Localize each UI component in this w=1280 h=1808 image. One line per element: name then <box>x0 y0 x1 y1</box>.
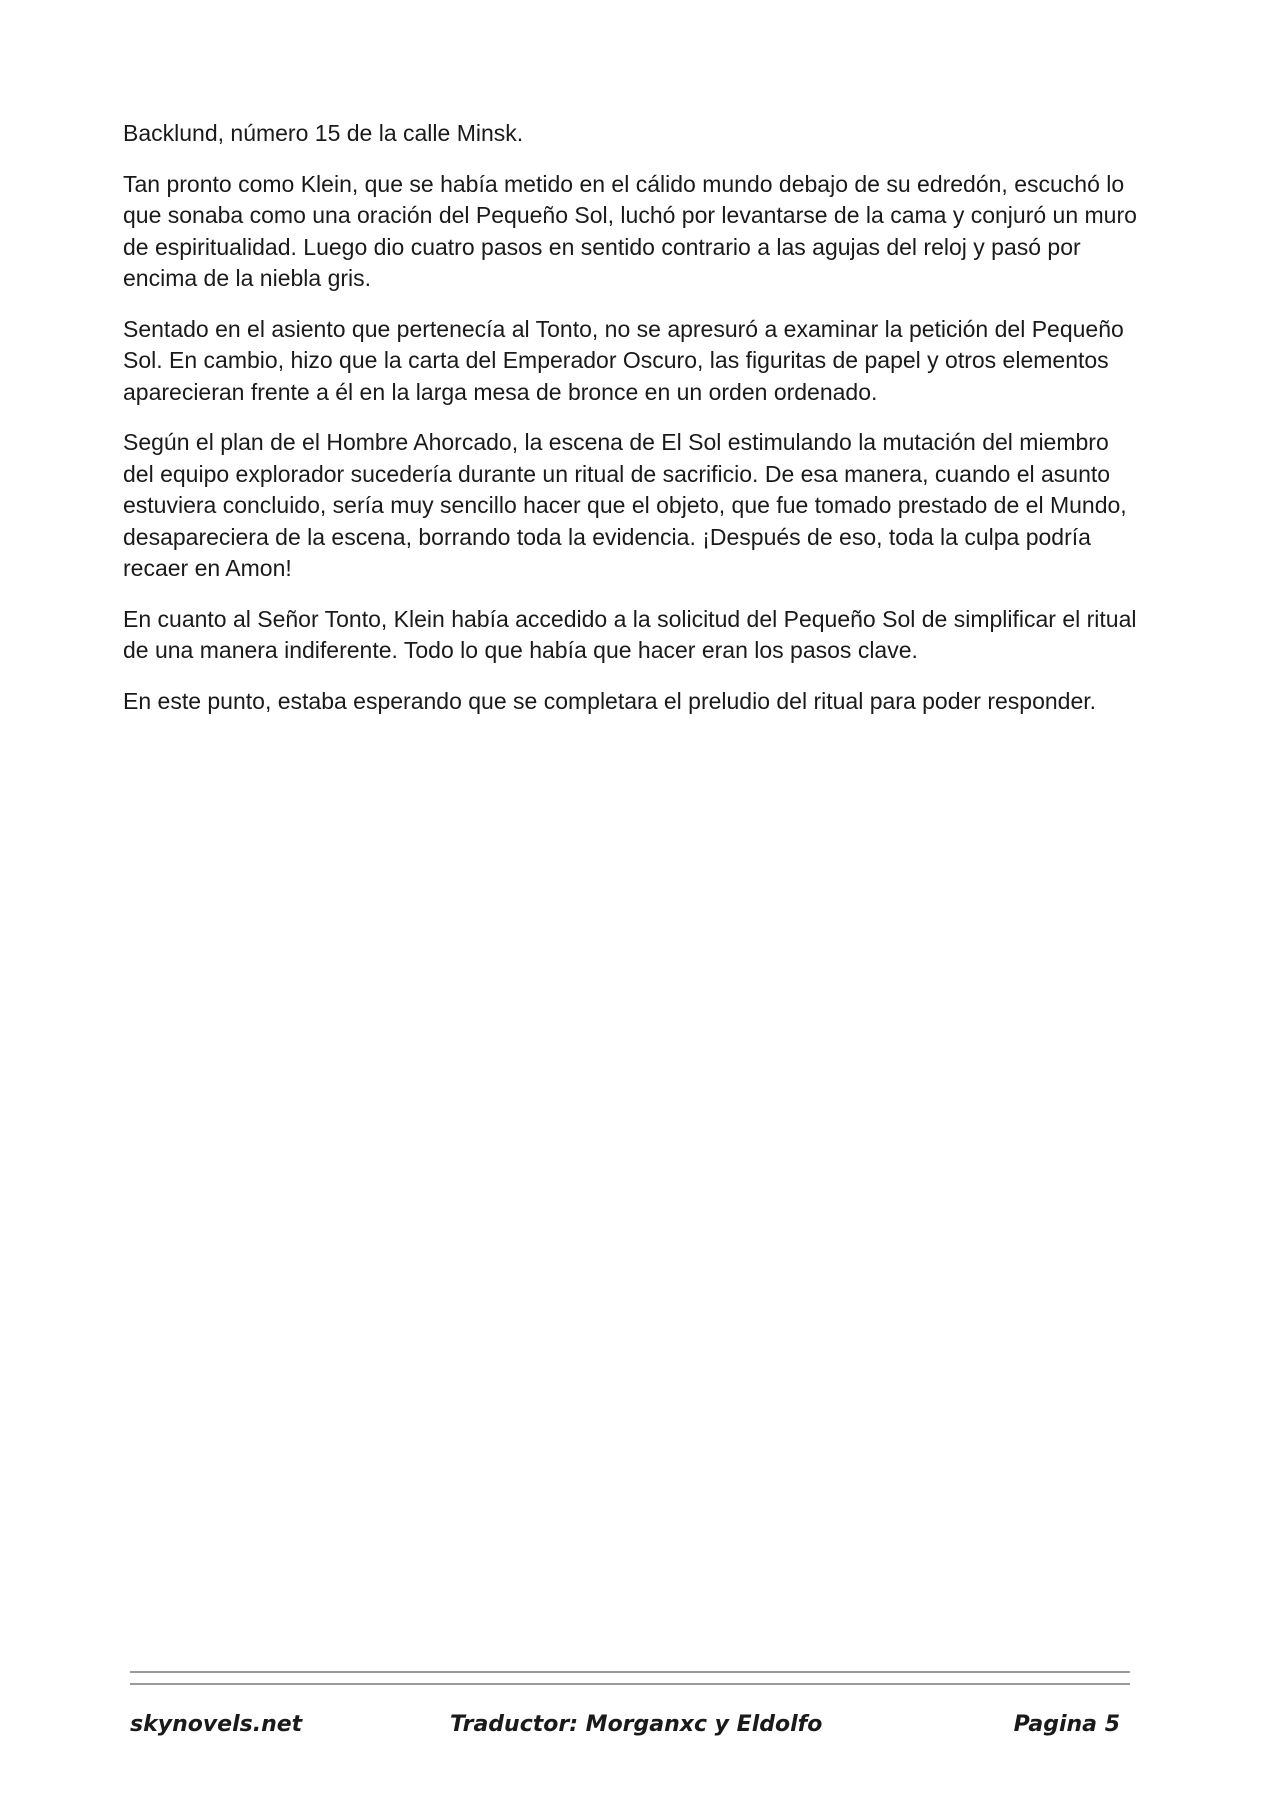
paragraph: Según el plan de el Hombre Ahorcado, la escena de El Sol estimulando la mutación del miembro del equipo explorador sucedería durante un ritual de sacrificio. De esa manera, cuando el asunto estuviera concluido, sería muy sencillo hacer que el objeto, que fue tomado prestado de el Mundo, desapareciera de la escena, borrando toda la evidencia. ¡Después de eso, toda la culpa podría recaer en Amon! <box>123 429 1127 581</box>
paragraph: Sentado en el asiento que pertenecía al Tonto, no se apresuró a examinar la petición del Pequeño Sol. En cambio, hizo que la carta del Emperador Oscuro, las figuritas de papel y otros elementos aparecieran frente a él en la larga mesa de bronce en un orden ordenado. <box>123 315 1124 405</box>
paragraph: En cuanto al Señor Tonto, Klein había accedido a la solicitud del Pequeño Sol de simplificar el ritual de una manera indiferente. Todo lo que había que hacer eran los pasos clave. <box>123 605 1137 663</box>
paragraph: Tan pronto como Klein, que se había metido en el cálido mundo debajo de su edredón, escuchó lo que sonaba como una oración del Pequeño Sol, luchó por levantarse de la cama y conjuró un muro de espiritualidad. Luego dio cuatro pasos en sentido contrario a las agujas del reloj y pasó por encima de la niebla gris. <box>123 170 1137 291</box>
footer-page-number: Pagina 5 <box>1013 1712 1120 1737</box>
footer-divider-bottom <box>130 1683 1130 1685</box>
footer-divider-top <box>130 1671 1130 1673</box>
paragraph: Backlund, número 15 de la calle Minsk. <box>123 120 524 146</box>
paragraph: En este punto, estaba esperando que se completara el preludio del ritual para poder responder. <box>123 687 1097 714</box>
page-footer <box>130 1712 1130 1746</box>
body-text <box>123 118 1143 736</box>
footer-translator: Traductor: Morganxc y Eldolfo <box>450 1712 823 1737</box>
footer-site: skynovels.net <box>130 1712 303 1737</box>
